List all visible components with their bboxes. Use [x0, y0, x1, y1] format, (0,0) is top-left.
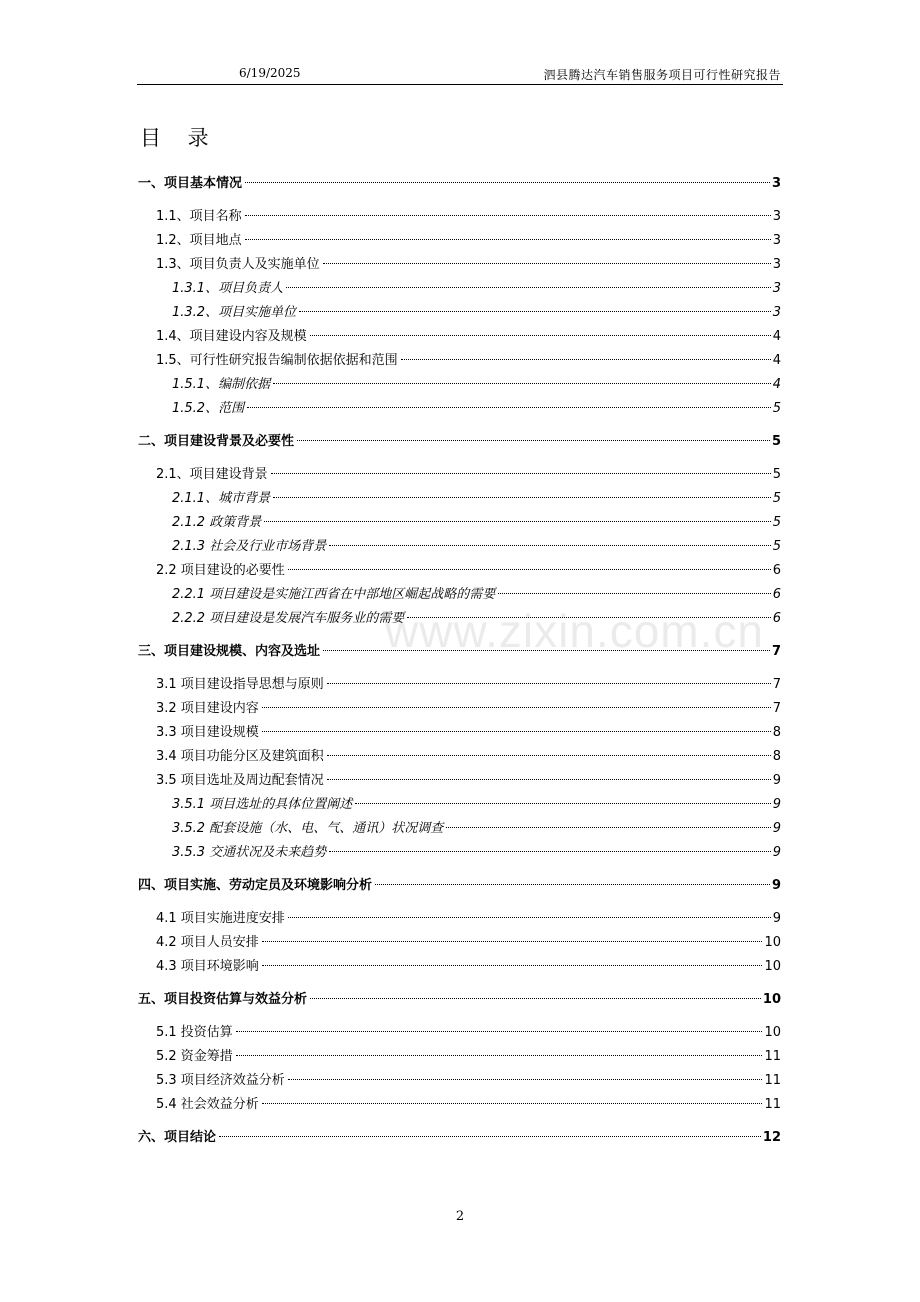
toc-leader-dots [355, 803, 771, 804]
toc-entry-label: 3.5.1 项目选址的具体位置阐述 [172, 797, 353, 812]
page-header [137, 66, 783, 85]
toc-entry-label: 六、项目结论 [138, 1130, 217, 1145]
toc-leader-dots [262, 1103, 763, 1104]
toc-entry-label: 2.1、项目建设背景 [156, 467, 268, 482]
toc-entry-page: 6 [772, 563, 781, 578]
toc-leader-dots [401, 359, 771, 360]
toc-entry-page: 10 [762, 992, 781, 1007]
toc-entry-label: 1.1、项目名称 [156, 209, 242, 224]
toc-entry[interactable] [138, 1069, 781, 1093]
toc-entry-page: 11 [764, 1073, 781, 1088]
toc-entry-page: 4 [772, 329, 781, 344]
toc-entry-label: 2.2.2 项目建设是发展汽车服务业的需要 [172, 611, 405, 626]
toc-entry[interactable] [138, 373, 781, 397]
toc-entry-page: 5 [772, 467, 781, 482]
table-of-contents [138, 172, 781, 1150]
toc-entry-label: 4.2 项目人员安排 [156, 935, 259, 950]
toc-entry-page: 10 [764, 1025, 781, 1040]
toc-entry[interactable] [138, 535, 781, 559]
toc-entry[interactable] [138, 988, 781, 1012]
toc-leader-dots [271, 473, 771, 474]
toc-leader-dots [236, 1055, 763, 1056]
toc-entry-page: 7 [772, 677, 781, 692]
toc-entry-page: 3 [771, 176, 781, 191]
toc-entry-page: 9 [772, 821, 781, 836]
toc-leader-dots [323, 263, 771, 264]
toc-entry-page: 5 [771, 434, 781, 449]
toc-entry[interactable] [138, 841, 781, 865]
toc-leader-dots [310, 998, 761, 999]
toc-entry-page: 6 [772, 611, 781, 626]
toc-leader-dots [327, 683, 771, 684]
toc-entry-label: 一、项目基本情况 [138, 176, 243, 191]
toc-entry-page: 4 [772, 377, 781, 392]
header-date: 6/19/2025 [239, 66, 301, 80]
toc-entry-page: 9 [772, 773, 781, 788]
toc-entry-page: 4 [772, 353, 781, 368]
toc-leader-dots [329, 851, 771, 852]
toc-leader-dots [247, 407, 771, 408]
toc-leader-dots [245, 239, 771, 240]
toc-leader-dots [329, 545, 771, 546]
toc-entry-label: 2.2 项目建设的必要性 [156, 563, 285, 578]
toc-entry-label: 3.2 项目建设内容 [156, 701, 259, 716]
toc-entry[interactable] [138, 277, 781, 301]
toc-entry[interactable] [138, 1126, 781, 1150]
toc-entry[interactable] [138, 487, 781, 511]
toc-entry[interactable] [138, 253, 781, 277]
toc-leader-dots [236, 1031, 763, 1032]
toc-entry[interactable] [138, 205, 781, 229]
toc-entry-label: 5.1 投资估算 [156, 1025, 233, 1040]
toc-entry-page: 5 [772, 539, 781, 554]
toc-leader-dots [299, 311, 771, 312]
toc-entry-label: 5.2 资金筹措 [156, 1049, 233, 1064]
toc-entry[interactable] [138, 874, 781, 898]
toc-entry[interactable] [138, 697, 781, 721]
toc-entry-label: 3.1 项目建设指导思想与原则 [156, 677, 324, 692]
toc-entry[interactable] [138, 931, 781, 955]
toc-entry-label: 3.5 项目选址及周边配套情况 [156, 773, 324, 788]
toc-entry-label: 2.1.2 政策背景 [172, 515, 262, 530]
toc-entry-page: 9 [772, 911, 781, 926]
toc-entry-page: 11 [764, 1049, 781, 1064]
toc-entry-page: 5 [772, 491, 781, 506]
toc-leader-dots [262, 941, 763, 942]
toc-entry[interactable] [138, 1021, 781, 1045]
toc-entry-page: 8 [772, 749, 781, 764]
toc-entry-page: 9 [771, 878, 781, 893]
toc-entry[interactable] [138, 511, 781, 535]
watermark: www.zixin.com.cn [385, 605, 764, 657]
toc-leader-dots [262, 731, 771, 732]
toc-leader-dots [245, 215, 771, 216]
toc-entry-label: 1.2、项目地点 [156, 233, 242, 248]
toc-entry[interactable] [138, 745, 781, 769]
toc-entry-label: 三、项目建设规模、内容及选址 [138, 644, 321, 659]
toc-leader-dots [327, 779, 771, 780]
toc-entry-label: 5.4 社会效益分析 [156, 1097, 259, 1112]
toc-entry-page: 5 [772, 401, 781, 416]
toc-entry[interactable] [138, 793, 781, 817]
toc-entry-page: 3 [772, 233, 781, 248]
toc-entry-page: 7 [771, 644, 781, 659]
toc-entry-label: 1.5.2、范围 [172, 401, 245, 416]
header-title: 泗县腾达汽车销售服务项目可行性研究报告 [543, 68, 781, 82]
toc-entry-label: 二、项目建设背景及必要性 [138, 434, 295, 449]
toc-leader-dots [327, 755, 771, 756]
toc-leader-dots [286, 287, 771, 288]
toc-leader-dots [245, 182, 770, 183]
toc-leader-dots [288, 569, 771, 570]
toc-leader-dots [219, 1136, 761, 1137]
toc-entry[interactable] [138, 463, 781, 487]
toc-leader-dots [310, 335, 771, 336]
toc-entry-label: 3.3 项目建设规模 [156, 725, 259, 740]
toc-entry[interactable] [138, 559, 781, 583]
toc-entry-page: 7 [772, 701, 781, 716]
toc-entry-label: 1.5、可行性研究报告编制依据依据和范围 [156, 353, 398, 368]
toc-entry-page: 3 [772, 305, 781, 320]
toc-entry-page: 3 [772, 257, 781, 272]
toc-entry-label: 四、项目实施、劳动定员及环境影响分析 [138, 878, 373, 893]
toc-entry-page: 9 [772, 845, 781, 860]
toc-leader-dots [273, 497, 771, 498]
toc-entry-label: 3.5.3 交通状况及未来趋势 [172, 845, 327, 860]
toc-leader-dots [288, 917, 771, 918]
toc-entry-label: 1.3.1、项目负责人 [172, 281, 284, 296]
toc-entry[interactable] [138, 769, 781, 793]
toc-leader-dots [498, 593, 771, 594]
toc-entry-page: 10 [764, 959, 781, 974]
toc-entry-label: 1.4、项目建设内容及规模 [156, 329, 307, 344]
toc-entry-label: 3.4 项目功能分区及建筑面积 [156, 749, 324, 764]
toc-entry-label: 3.5.2 配套设施（水、电、气、通讯）状况调查 [172, 821, 444, 836]
toc-entry-label: 1.3、项目负责人及实施单位 [156, 257, 320, 272]
toc-entry-page: 9 [772, 797, 781, 812]
toc-leader-dots [262, 707, 771, 708]
toc-entry-page: 12 [762, 1130, 781, 1145]
toc-entry[interactable] [138, 229, 781, 253]
toc-entry-page: 3 [772, 281, 781, 296]
toc-heading: 目 录 [140, 126, 219, 150]
toc-entry-label: 2.1.1、城市背景 [172, 491, 271, 506]
toc-leader-dots [297, 440, 770, 441]
toc-entry-page: 6 [772, 587, 781, 602]
toc-entry[interactable] [138, 817, 781, 841]
toc-entry-label: 2.1.3 社会及行业市场背景 [172, 539, 327, 554]
toc-entry-page: 5 [772, 515, 781, 530]
toc-entry[interactable] [138, 301, 781, 325]
toc-leader-dots [446, 827, 771, 828]
toc-entry[interactable] [138, 721, 781, 745]
toc-leader-dots [262, 965, 763, 966]
toc-entry-label: 4.1 项目实施进度安排 [156, 911, 285, 926]
toc-entry[interactable] [138, 172, 781, 196]
toc-entry[interactable] [138, 325, 781, 349]
toc-entry[interactable] [138, 955, 781, 979]
toc-entry[interactable] [138, 349, 781, 373]
toc-entry[interactable] [138, 397, 781, 421]
toc-entry-label: 1.3.2、项目实施单位 [172, 305, 297, 320]
toc-entry-page: 3 [772, 209, 781, 224]
toc-entry[interactable] [138, 1093, 781, 1117]
toc-entry[interactable] [138, 430, 781, 454]
toc-entry-label: 5.3 项目经济效益分析 [156, 1073, 285, 1088]
toc-entry-label: 五、项目投资估算与效益分析 [138, 992, 308, 1007]
page-number: 2 [455, 1209, 465, 1224]
toc-leader-dots [273, 383, 771, 384]
toc-leader-dots [375, 884, 770, 885]
toc-entry-label: 4.3 项目环境影响 [156, 959, 259, 974]
toc-entry[interactable] [138, 673, 781, 697]
toc-leader-dots [288, 1079, 763, 1080]
toc-entry[interactable] [138, 907, 781, 931]
toc-entry-label: 1.5.1、编制依据 [172, 377, 271, 392]
toc-leader-dots [264, 521, 771, 522]
toc-entry-page: 8 [772, 725, 781, 740]
toc-entry-label: 2.2.1 项目建设是实施江西省在中部地区崛起战略的需要 [172, 587, 496, 602]
toc-entry-page: 11 [764, 1097, 781, 1112]
toc-entry[interactable] [138, 1045, 781, 1069]
toc-entry-page: 10 [764, 935, 781, 950]
